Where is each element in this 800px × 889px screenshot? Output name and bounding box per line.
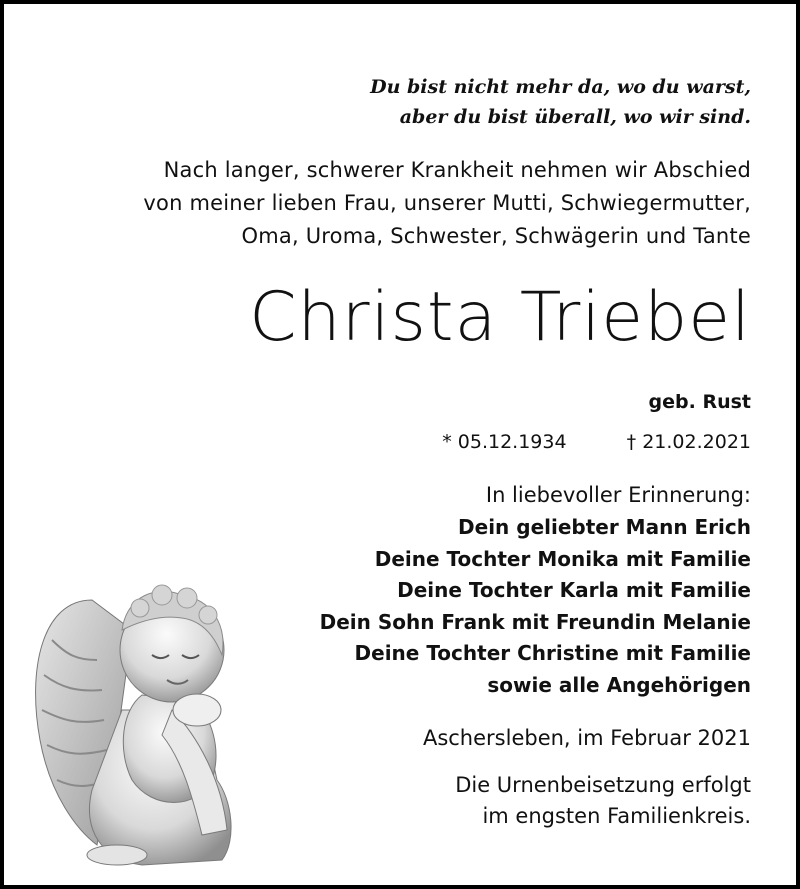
- intro-line-1: Nach langer, schwerer Krankheit nehmen wir Abschied: [163, 158, 751, 182]
- deceased-name: Christa Triebel: [249, 278, 751, 357]
- cherub-statue-image: [22, 560, 242, 870]
- mourner-line: Dein Sohn Frank mit Freundin Melanie: [319, 609, 751, 634]
- burial-line-1: Die Urnenbeisetzung erfolgt: [455, 773, 751, 797]
- quote-line-1: Du bist nicht mehr da, wo du warst,: [370, 76, 751, 98]
- mourner-line: sowie alle Angehörigen: [487, 672, 751, 697]
- intro-text: [143, 154, 751, 253]
- mourner-line: Deine Tochter Karla mit Familie: [397, 578, 751, 602]
- intro-line-3: Oma, Uroma, Schwester, Schwägerin und Tante: [241, 224, 751, 248]
- memorial-quote: [370, 72, 751, 132]
- place-and-date: Aschersleben, im Februar 2021: [422, 726, 751, 750]
- mourner-line: Dein geliebter Mann Erich: [458, 515, 751, 539]
- birth-name: geb. Rust: [648, 391, 751, 413]
- mourners-heading: In liebevoller Erinnerung:: [485, 483, 751, 507]
- quote-line-2: aber du bist überall, wo wir sind.: [399, 106, 751, 128]
- intro-line-2: von meiner lieben Frau, unserer Mutti, Schwiegermutter,: [143, 191, 751, 215]
- burial-note: [455, 770, 751, 832]
- life-dates: [442, 431, 751, 453]
- mourners-list: [320, 512, 751, 701]
- mourner-line: Deine Tochter Christine mit Familie: [354, 641, 751, 665]
- birth-date: * 05.12.1934: [442, 431, 567, 453]
- death-date: † 21.02.2021: [626, 431, 751, 453]
- mourner-line: Deine Tochter Monika mit Familie: [374, 546, 751, 571]
- burial-line-2: im engsten Familienkreis.: [482, 804, 751, 828]
